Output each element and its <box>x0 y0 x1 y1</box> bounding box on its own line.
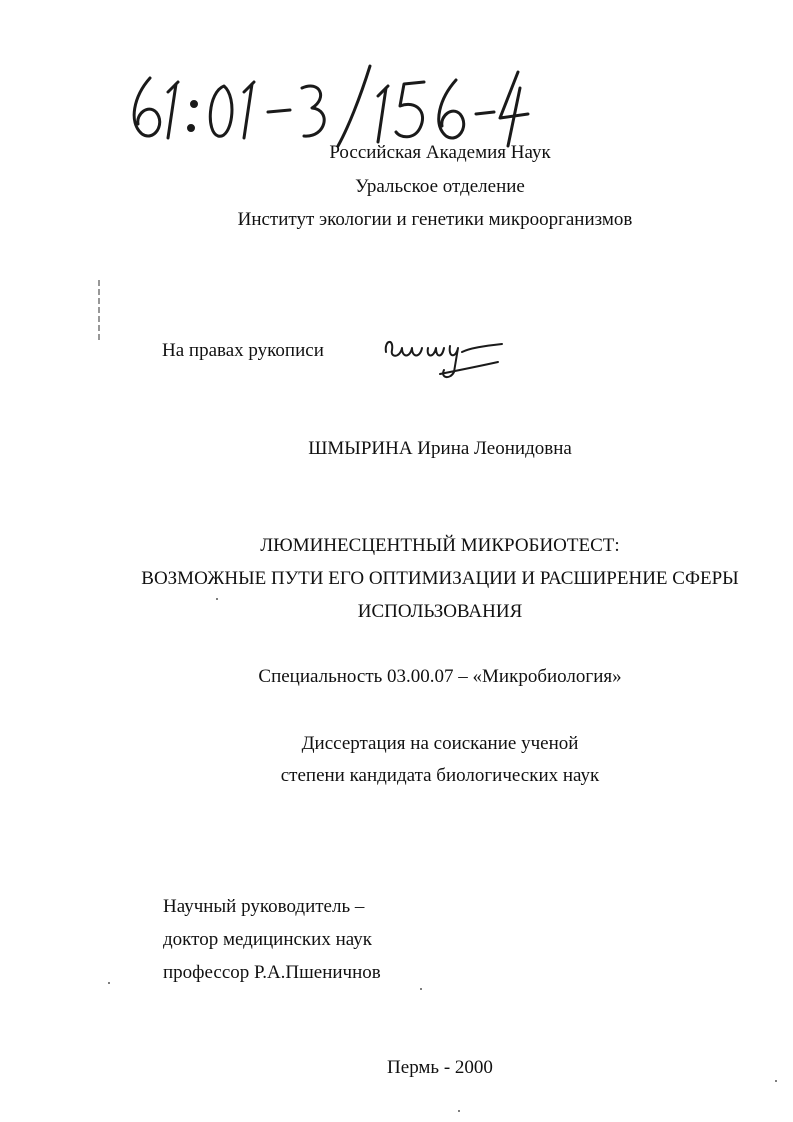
degree-line-1: Диссертация на соискание ученой <box>301 733 579 754</box>
handwritten-archive-number <box>120 58 530 148</box>
branch-name: Уральское отделение <box>355 176 525 197</box>
scan-speck <box>458 1110 460 1112</box>
scan-speck <box>420 988 422 990</box>
supervisor-line-3: профессор Р.А.Пшеничнов <box>163 962 381 983</box>
supervisor-line-1: Научный руководитель – <box>163 896 365 917</box>
institute-name: Институт экологии и генетики микроорганизмов <box>237 209 633 230</box>
dissertation-title-line-1: ЛЮМИНЕСЦЕНТНЫЙ МИКРОБИОТЕСТ: <box>260 535 620 556</box>
scan-speck <box>216 598 218 600</box>
supervisor-line-2: доктор медицинских наук <box>163 929 372 950</box>
academy-name: Российская Академия Наук <box>329 142 551 163</box>
city-year: Пермь - 2000 <box>387 1057 493 1078</box>
author-name: ШМЫРИНА Ирина Леонидовна <box>308 438 572 459</box>
degree-line-2: степени кандидата биологических наук <box>280 765 600 786</box>
dissertation-title-line-2: ВОЗМОЖНЫЕ ПУТИ ЕГО ОПТИМИЗАЦИИ И РАСШИРЕНИЕ СФЕРЫ <box>141 568 739 589</box>
author-signature <box>380 322 510 382</box>
margin-mark <box>96 280 102 340</box>
specialty-line: Специальность 03.00.07 – «Микробиология» <box>258 666 622 687</box>
manuscript-rights-label: На правах рукописи <box>162 340 324 361</box>
scan-speck <box>108 982 110 984</box>
dissertation-title-line-3: ИСПОЛЬЗОВАНИЯ <box>357 601 523 622</box>
scan-speck <box>775 1080 777 1082</box>
